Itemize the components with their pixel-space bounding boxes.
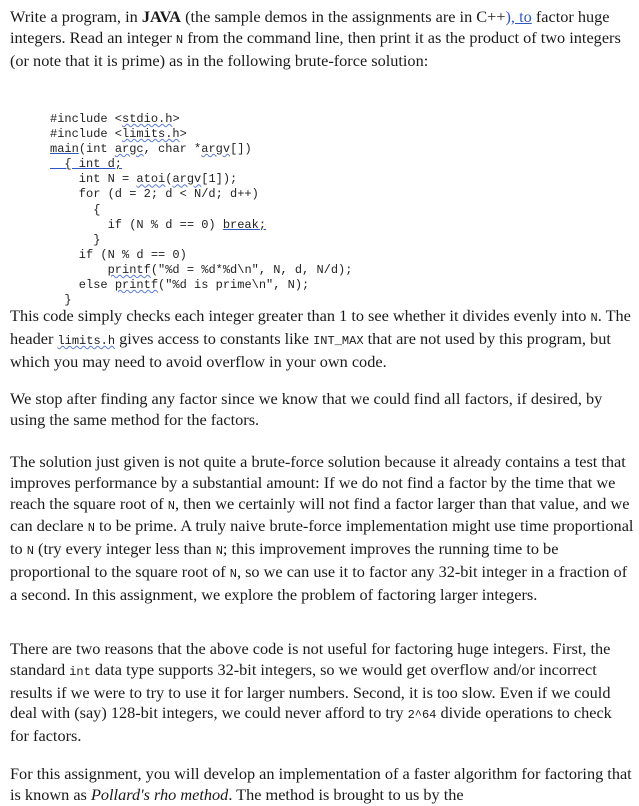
code-line: #include <limits.h> xyxy=(50,127,187,142)
intro-paragraph: Write a program, in JAVA (the sample demos in the assignments are in C++), to factor huge integers. Read an integer N from the command line, then print it as the product of two integers (or note that it is prime) as in the following brute-force solution: xyxy=(10,7,621,70)
code-line: if (N % d == 0) xyxy=(50,247,187,262)
code-line: main(int argc, char *argv[]) xyxy=(50,142,252,157)
java-emphasis: JAVA xyxy=(141,7,182,26)
reasons-paragraph: There are two reasons that the above code is not useful for factoring huge integers. First, the standard int data type supports 32-bit integers, so we would get overflow and/or incorrect results if we were to try to use it for larger numbers. Second, it is too slow. Even if we could deal with (say) 128-bit integers, we could never afford to try 2^64 divide operations to check for factors. xyxy=(10,639,612,746)
code-line: } xyxy=(50,232,101,247)
code-block xyxy=(50,112,352,308)
code-line: if (N % d == 0) break; xyxy=(50,217,267,232)
code-line: printf("%d = %d*%d\n", N, d, N/d); xyxy=(107,262,353,277)
code-line: int N = atoi(argv[1]); xyxy=(50,172,238,187)
code-line: { int d; xyxy=(50,157,123,172)
brute-force-paragraph: The solution just given is not quite a brute-force solution because it already contains a test that improves performance by a substantial amount: If we do not find a factor by the time that we reach the square root of N, then we certainly will not find a factor larger than that value, and we can declare N to be prime. A truly naive brute-force implementation might use time proportional to N (try every integer less than N; this improvement improves the running time to be proportional to the square root of N, so we can use it to factor any 32-bit integer in a fraction of a second. In this assignment, we explore the problem of factoring larger integers. xyxy=(10,452,634,604)
code-line: else printf("%d is prime\n", N); xyxy=(50,278,310,293)
code-line: } xyxy=(50,293,72,308)
pollard-term: Pollard's rho method xyxy=(90,784,229,804)
explanation-paragraph: This code simply checks each integer greater than 1 to see whether it divides evenly into N. The header limits.h gives access to constants like INT_MAX that are not used by this program, but which you may need to avoid overflow in your own code. xyxy=(10,306,631,371)
pollard-paragraph: For this assignment, you will develop an implementation of a faster algorithm for factoring that is known as Pollard's rho method. The method is brought to us by the xyxy=(10,764,632,804)
stop-paragraph: We stop after finding any factor since we know that we could find all factors, if desired, by using the same method for the factors. xyxy=(10,389,603,429)
code-line: { xyxy=(50,202,101,217)
code-line: for (d = 2; d < N/d; d++) xyxy=(50,187,259,202)
code-line: #include <stdio.h> xyxy=(50,112,180,126)
